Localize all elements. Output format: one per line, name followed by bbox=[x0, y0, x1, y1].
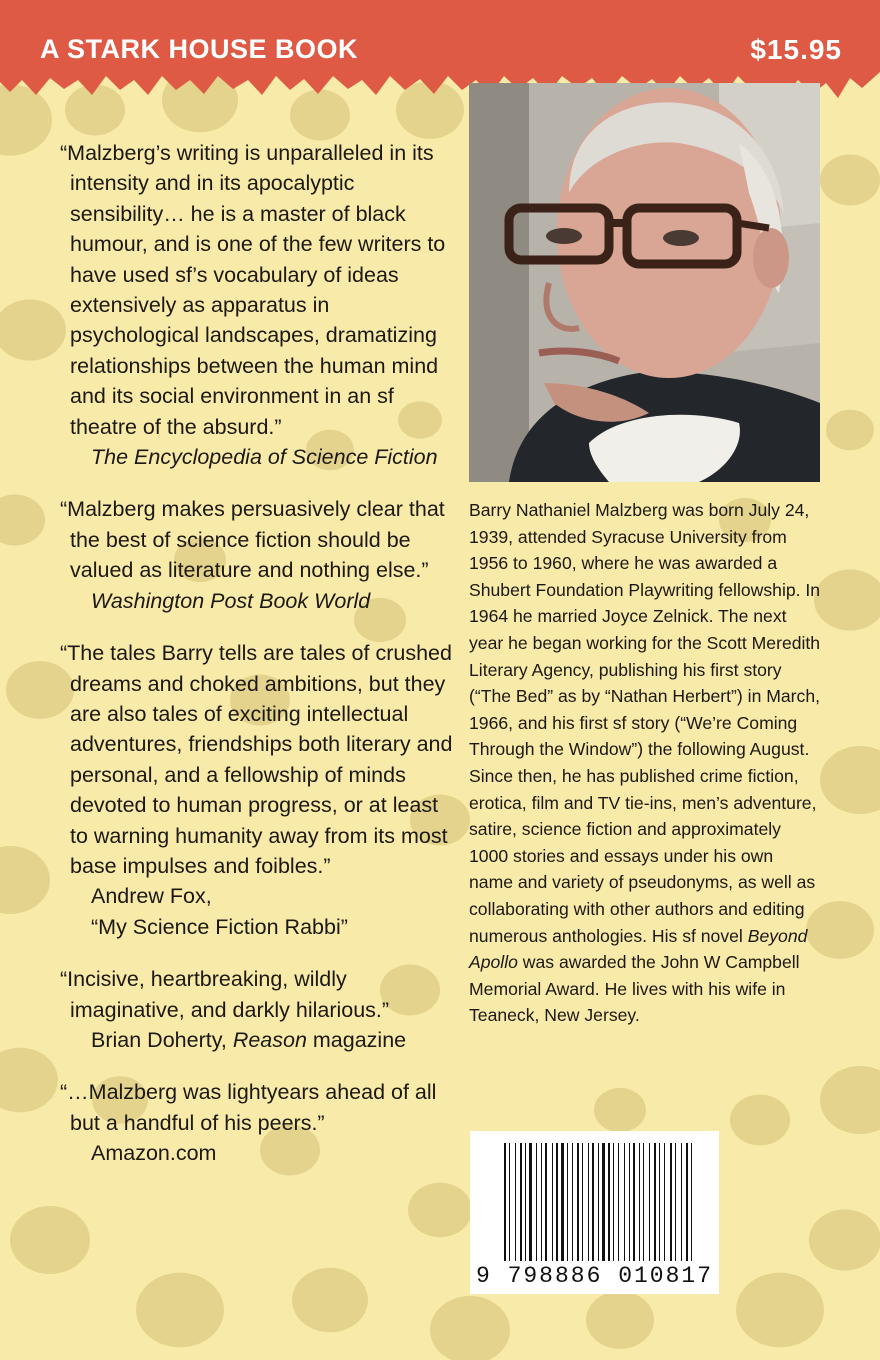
quote-text: “Malzberg’s writing is unparalleled in its intensity and in its apocalyptic sensibility… he is a master of black humour, and is one of the few writers to have used sf’s vocabulary of ideas extensively as apparatus in psychological landscapes, dramatizing relationships between the human mind and its social environment in an sf theatre of the absurd.” bbox=[60, 141, 446, 439]
quote-text: “The tales Barry tells are tales of crushed dreams and choked ambitions, but they are also tales of exciting intellectual adventures, friendships both literary and personal, and a fellowship of minds devoted to human progress, or at least to warning humanity away from its most base impulses and foibles.” bbox=[60, 641, 453, 878]
author-bio: Barry Nathaniel Malzberg was born July 24, 1939, attended Syracuse University from 1956 to 1960, where he was awarded a Shubert Foundation Playwriting fellowship. In 1964 he married Joyce Zelnick. The next year he began working for the Scott Meredith Literary Agency, publishing his first story (“The Bed” as by “Nathan Herbert”) in March, 1966, and his first sf story (“We’re Coming Through the Window”) the following August. Since then, he has published crime fiction, erotica, film and TV tie-ins, men’s adventure, satire, science fiction and approximately 1000 stories and essays under his own name and variety of pseudonyms, as well as collaborating with other authors and editing numerous anthologies. His sf novel Beyond Apollo was awarded the John W Campbell Memorial Award. He lives with his wife in Teaneck, New Jersey. bbox=[469, 500, 821, 1026]
review-quote bbox=[60, 638, 455, 942]
quote-text: “Incisive, heartbreaking, wildly imaginative, and darkly hilarious.” bbox=[60, 967, 390, 1022]
quote-source: “My Science Fiction Rabbi” bbox=[91, 914, 348, 939]
review-quote bbox=[60, 964, 455, 1055]
author-photo bbox=[469, 83, 820, 482]
review-quote bbox=[60, 138, 455, 472]
quote-source: Amazon.com bbox=[91, 1141, 217, 1166]
review-quote bbox=[60, 1077, 455, 1168]
quote-source: Andrew Fox, bbox=[91, 884, 212, 909]
quote-text: “…Malzberg was lightyears ahead of all but a handful of his peers.” bbox=[60, 1080, 437, 1135]
price-label: $15.95 bbox=[750, 34, 842, 65]
quote-source: Washington Post Book World bbox=[91, 588, 371, 613]
quote-source: Brian Doherty, Reason magazine bbox=[91, 1027, 407, 1052]
isbn-barcode bbox=[470, 1131, 719, 1294]
review-quotes bbox=[60, 138, 455, 1191]
review-quote bbox=[60, 494, 455, 616]
publisher-label: A STARK HOUSE BOOK bbox=[40, 34, 359, 64]
quote-source: The Encyclopedia of Science Fiction bbox=[91, 445, 438, 470]
quote-text: “Malzberg makes persuasively clear that the best of science fiction should be valued as literature and nothing else.” bbox=[60, 497, 445, 583]
isbn-number: 9 798886 010817 bbox=[475, 1263, 714, 1289]
